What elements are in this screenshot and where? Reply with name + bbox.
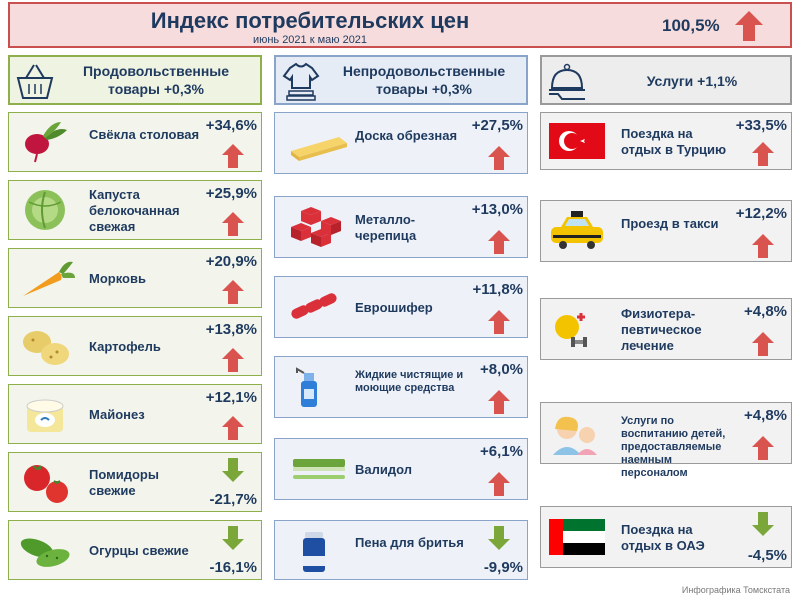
item-label: Капуста белокочанная свежая xyxy=(89,187,180,234)
board-icon xyxy=(281,121,353,167)
item-label: Огурцы свежие xyxy=(89,543,189,558)
page-subtitle: июнь 2021 к маю 2021 xyxy=(252,34,368,46)
category-services xyxy=(540,55,792,105)
food-item-card xyxy=(8,112,262,172)
service-item-card xyxy=(540,200,792,262)
item-label: Майонез xyxy=(89,407,145,422)
category-food xyxy=(8,55,262,105)
cleaner-bottle-icon xyxy=(281,365,353,411)
item-value: +12,1% xyxy=(205,389,257,406)
slate-icon xyxy=(281,285,353,331)
potato-icon xyxy=(15,324,79,370)
up-arrow-icon xyxy=(487,389,511,415)
item-value: +20,9% xyxy=(205,253,257,270)
grocery-basket-icon xyxy=(14,60,56,102)
item-label: Свёкла столовая xyxy=(89,127,200,142)
cabbage-icon xyxy=(15,188,79,234)
nonfood-item-card xyxy=(274,438,528,500)
item-label: Проезд в такси xyxy=(621,216,719,231)
item-value: -16,1% xyxy=(209,559,257,576)
item-value: -4,5% xyxy=(747,547,787,564)
item-value: +11,8% xyxy=(472,281,523,298)
down-arrow-icon xyxy=(487,525,511,551)
item-value: +34,6% xyxy=(205,117,257,134)
nonfood-item-card xyxy=(274,356,528,418)
uae-flag-icon xyxy=(547,515,607,561)
serving-cloche-icon xyxy=(546,60,588,102)
food-item-card xyxy=(8,384,262,444)
up-arrow-icon xyxy=(221,279,245,305)
item-label: Помидоры свежие xyxy=(89,467,159,498)
total-index-value: 100,5% xyxy=(662,16,720,35)
nonfood-item-card xyxy=(274,112,528,174)
mayonnaise-icon xyxy=(15,392,79,438)
item-value: +27,5% xyxy=(471,117,523,134)
item-label: Еврошифер xyxy=(355,300,433,315)
down-arrow-icon xyxy=(221,525,245,551)
up-arrow-icon xyxy=(487,471,511,497)
up-arrow-icon xyxy=(751,233,775,259)
up-arrow-icon xyxy=(221,211,245,237)
clothes-icon xyxy=(280,60,322,102)
food-item-card xyxy=(8,452,262,512)
item-label: Услуги по воспитанию детей, предоставляемые наемным персоналом xyxy=(621,414,726,479)
item-value: +6,1% xyxy=(480,443,523,460)
item-label: Поездка на отдых в ОАЭ xyxy=(621,522,705,553)
food-item-card xyxy=(8,180,262,240)
shaving-foam-icon xyxy=(281,528,353,574)
carrot-icon xyxy=(15,256,79,302)
pills-icon xyxy=(281,447,353,493)
category-services-label: Услуги +1,1% xyxy=(646,73,738,89)
item-value: +13,8% xyxy=(205,321,257,338)
service-item-card xyxy=(540,506,792,568)
item-value: +4,8% xyxy=(744,303,787,320)
cucumber-icon xyxy=(15,528,79,574)
item-value: -21,7% xyxy=(209,491,257,508)
item-label: Морковь xyxy=(89,271,146,286)
up-arrow-icon xyxy=(751,141,775,167)
item-label: Пена для бритья xyxy=(355,535,464,550)
up-arrow-icon xyxy=(221,143,245,169)
page-title: Индекс потребительских цен xyxy=(150,8,470,33)
category-nonfood-label: Непродовольственные товары +0,3% xyxy=(342,63,506,97)
nonfood-item-card xyxy=(274,276,528,338)
service-item-card xyxy=(540,112,792,170)
up-arrow-icon xyxy=(487,309,511,335)
taxi-icon xyxy=(547,209,607,255)
service-item-card xyxy=(540,402,792,479)
item-label: Доска обрезная xyxy=(355,128,458,143)
up-arrow-icon xyxy=(751,331,775,357)
metal-tile-icon xyxy=(281,205,353,251)
total-up-arrow-icon xyxy=(734,10,764,42)
up-arrow-icon xyxy=(751,435,775,461)
header-banner xyxy=(8,2,792,48)
up-arrow-icon xyxy=(221,347,245,373)
food-item-card xyxy=(8,248,262,308)
item-value: +4,8% xyxy=(744,407,787,424)
physio-icon xyxy=(547,307,607,353)
item-value: +13,0% xyxy=(471,201,523,218)
food-item-card xyxy=(8,520,262,580)
turkey-flag-icon xyxy=(547,119,607,165)
beet-icon xyxy=(15,120,79,166)
food-item-card xyxy=(8,316,262,376)
nonfood-item-card xyxy=(274,520,528,580)
item-value: +33,5% xyxy=(735,117,787,134)
up-arrow-icon xyxy=(487,229,511,255)
tomato-icon xyxy=(15,460,79,506)
down-arrow-icon xyxy=(221,457,245,483)
item-label: Физиотера-певтическое лечение xyxy=(621,306,702,353)
category-nonfood xyxy=(274,55,528,105)
service-item-card xyxy=(540,298,792,360)
item-value: +12,2% xyxy=(735,205,787,222)
item-label: Поездка на отдых в Турцию xyxy=(621,126,727,157)
item-label: Картофель xyxy=(89,339,161,354)
item-label: Металло-черепица xyxy=(355,212,417,243)
nonfood-item-card xyxy=(274,196,528,258)
credit-text: Инфографика Томскстата xyxy=(681,585,790,595)
item-value: -9,9% xyxy=(483,559,523,576)
nanny-icon xyxy=(547,411,607,457)
item-label: Валидол xyxy=(355,462,412,477)
down-arrow-icon xyxy=(751,511,775,537)
up-arrow-icon xyxy=(221,415,245,441)
item-value: +25,9% xyxy=(205,185,257,202)
item-value: +8,0% xyxy=(480,361,523,378)
up-arrow-icon xyxy=(487,145,511,171)
item-label: Жидкие чистящие и моющие средства xyxy=(355,368,464,394)
category-food-label: Продовольственные товары +0,3% xyxy=(82,63,230,97)
